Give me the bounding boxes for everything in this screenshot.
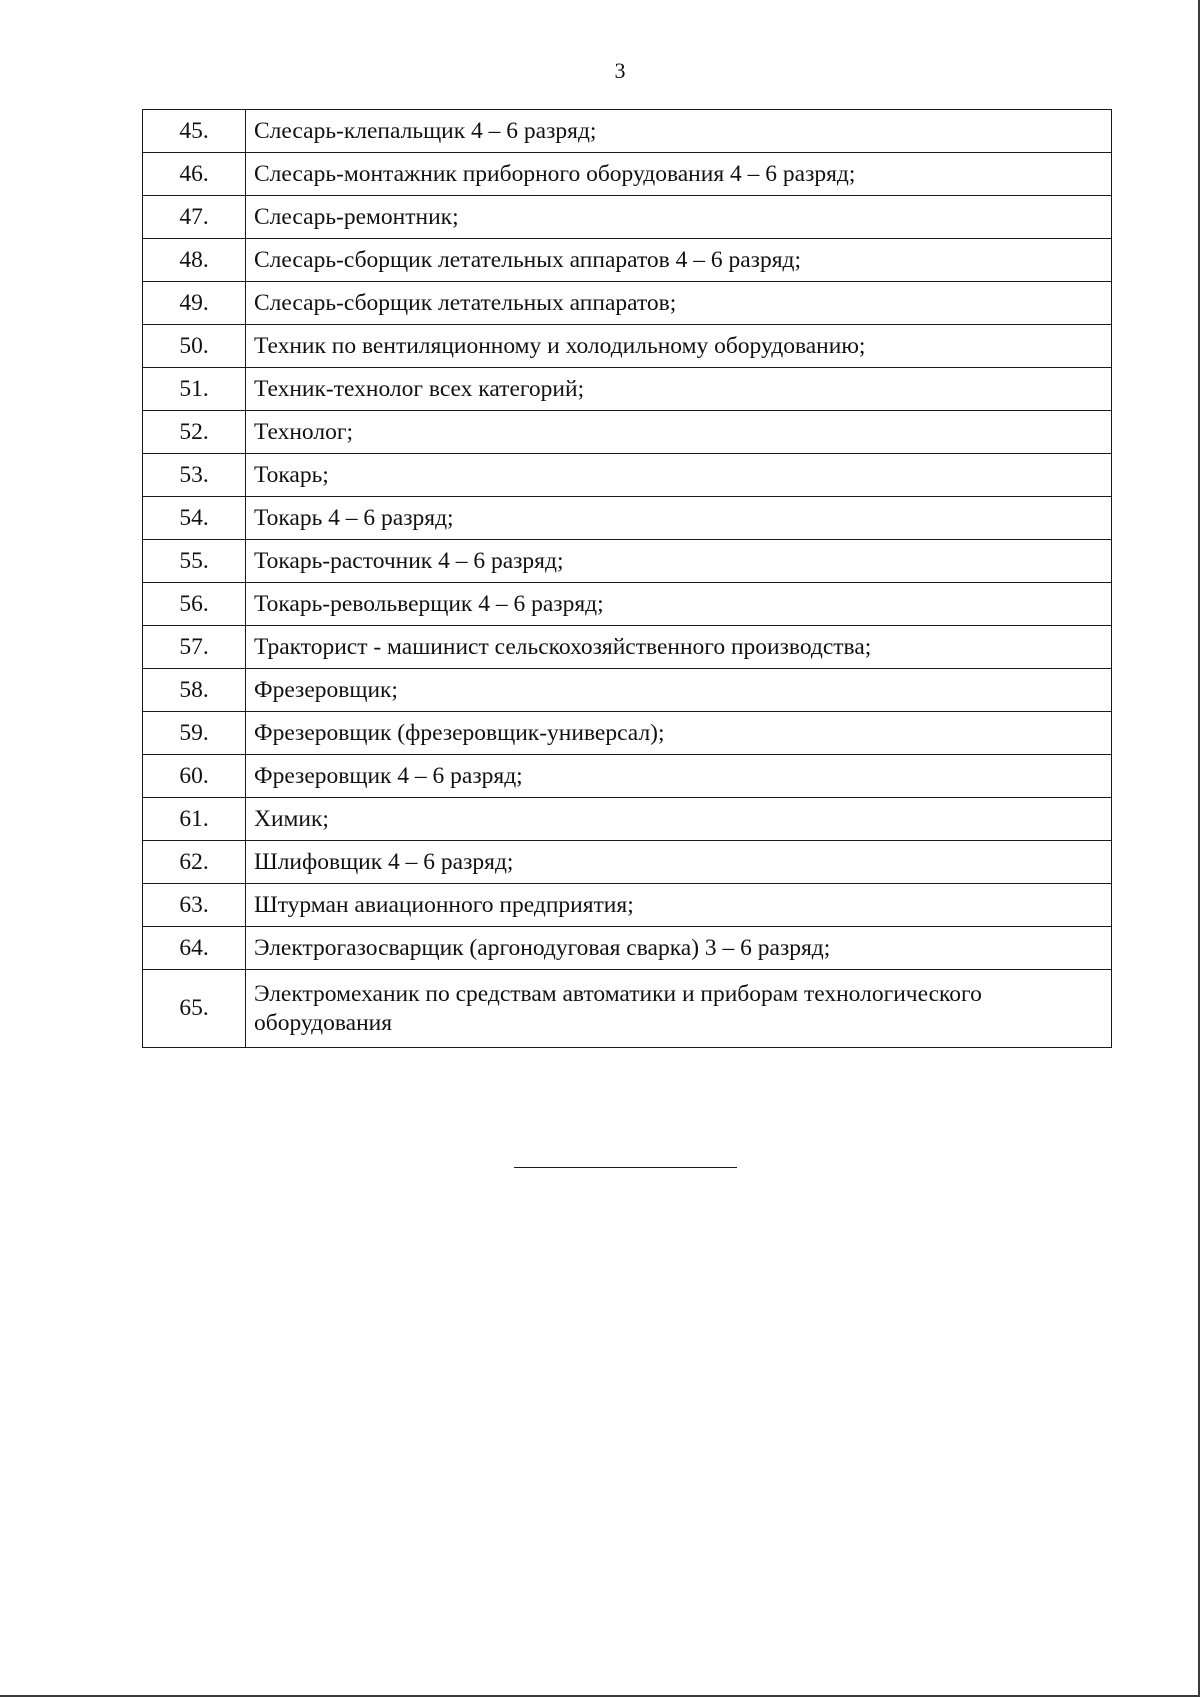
row-number: 59. [143,712,246,755]
table-row [143,239,1112,282]
profession-name: Токарь-револьверщик 4 – 6 разряд; [246,583,1112,626]
professions-table [142,109,1112,1048]
row-number: 50. [143,325,246,368]
row-number: 55. [143,540,246,583]
profession-name: Токарь 4 – 6 разряд; [246,497,1112,540]
table-row [143,626,1112,669]
row-number: 47. [143,196,246,239]
row-number: 64. [143,927,246,970]
row-number: 63. [143,884,246,927]
profession-name: Тракторист - машинист сельскохозяйственного производства; [246,626,1112,669]
row-number: 58. [143,669,246,712]
table-row [143,712,1112,755]
end-divider-line [514,1167,737,1168]
profession-name: Электромеханик по средствам автоматики и приборам технологического оборудования [246,970,1112,1048]
profession-name: Технолог; [246,411,1112,454]
row-number: 53. [143,454,246,497]
profession-name: Шлифовщик 4 – 6 разряд; [246,841,1112,884]
table-row [143,841,1112,884]
table-row [143,540,1112,583]
table-row [143,325,1112,368]
table-row [143,884,1112,927]
profession-name: Токарь; [246,454,1112,497]
row-number: 48. [143,239,246,282]
table-row [143,970,1112,1048]
row-number: 60. [143,755,246,798]
table-row [143,583,1112,626]
profession-name: Слесарь-монтажник приборного оборудования 4 – 6 разряд; [246,153,1112,196]
profession-name: Фрезеровщик (фрезеровщик-универсал); [246,712,1112,755]
profession-name: Техник-технолог всех категорий; [246,368,1112,411]
table-row [143,196,1112,239]
profession-name: Слесарь-сборщик летательных аппаратов; [246,282,1112,325]
profession-name: Фрезеровщик; [246,669,1112,712]
row-number: 49. [143,282,246,325]
profession-name: Токарь-расточник 4 – 6 разряд; [246,540,1112,583]
page-number: 3 [614,58,626,83]
row-number: 51. [143,368,246,411]
row-number: 61. [143,798,246,841]
profession-name: Слесарь-ремонтник; [246,196,1112,239]
row-number: 54. [143,497,246,540]
table-row [143,927,1112,970]
profession-name: Слесарь-сборщик летательных аппаратов 4 – 6 разряд; [246,239,1112,282]
profession-name: Химик; [246,798,1112,841]
table-row [143,454,1112,497]
table-row [143,798,1112,841]
table-row [143,669,1112,712]
table-row [143,368,1112,411]
row-number: 46. [143,153,246,196]
row-number: 62. [143,841,246,884]
table-row [143,497,1112,540]
table-row [143,110,1112,153]
profession-name: Штурман авиационного предприятия; [246,884,1112,927]
row-number: 45. [143,110,246,153]
row-number: 52. [143,411,246,454]
row-number: 57. [143,626,246,669]
row-number: 56. [143,583,246,626]
row-number: 65. [143,970,246,1048]
profession-name: Слесарь-клепальщик 4 – 6 разряд; [246,110,1112,153]
profession-name: Техник по вентиляционному и холодильному оборудованию; [246,325,1112,368]
profession-name: Фрезеровщик 4 – 6 разряд; [246,755,1112,798]
table-row [143,282,1112,325]
table-row [143,411,1112,454]
table-row [143,755,1112,798]
profession-name: Электрогазосварщик (аргонодуговая сварка) 3 – 6 разряд; [246,927,1112,970]
table-row [143,153,1112,196]
